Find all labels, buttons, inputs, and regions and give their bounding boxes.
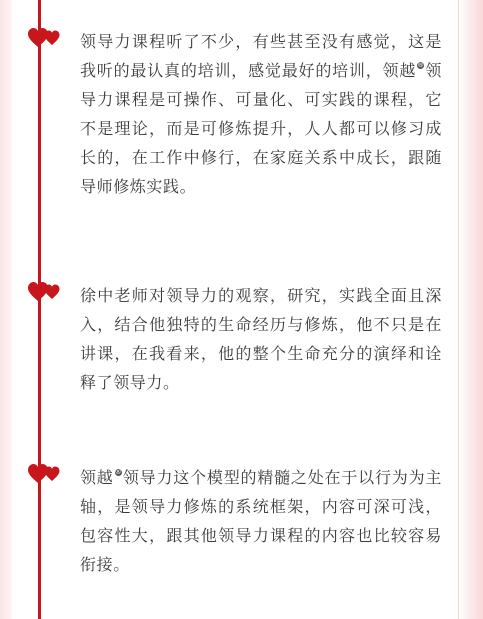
- timeline-line: [38, 0, 41, 619]
- testimonial-paragraph-1: [80, 27, 442, 201]
- paragraph-text: 徐中老师对领导力的观察，研究，实践全面且深入，结合他独特的生命经历与修炼，他不只是在讲课，在我看来，他的整个生命充分的演绎和诠释了领导力。: [80, 286, 442, 392]
- double-heart-icon: [28, 282, 62, 302]
- paragraph-text: 领越: [80, 468, 114, 487]
- registered-mark: ®: [417, 61, 425, 69]
- paragraph-text: 领导力课程听了不少，有些甚至没有感觉，这是我听的最认真的培训，感觉最好的培训，领越: [80, 32, 442, 80]
- double-heart-icon: [28, 28, 62, 48]
- paragraph-text: 领导力这个模型的精髓之处在于以行为为主轴，是领导力修炼的系统框架，内容可深可浅，包容性大，跟其他领导力课程的内容也比较容易衔接。: [80, 468, 442, 574]
- right-frame: [458, 0, 483, 619]
- paragraph-text: 领导力课程是可操作、可量化、可实践的课程，它不是理论，而是可修炼提升，人人都可以修习成长的，在工作中修行，在家庭关系中成长，跟随导师修炼实践。: [80, 61, 442, 196]
- testimonial-paragraph-3: [80, 463, 442, 579]
- left-frame: [0, 0, 12, 619]
- testimonial-paragraph-2: [80, 281, 442, 397]
- registered-mark: ®: [114, 468, 123, 476]
- double-heart-icon: [28, 464, 62, 484]
